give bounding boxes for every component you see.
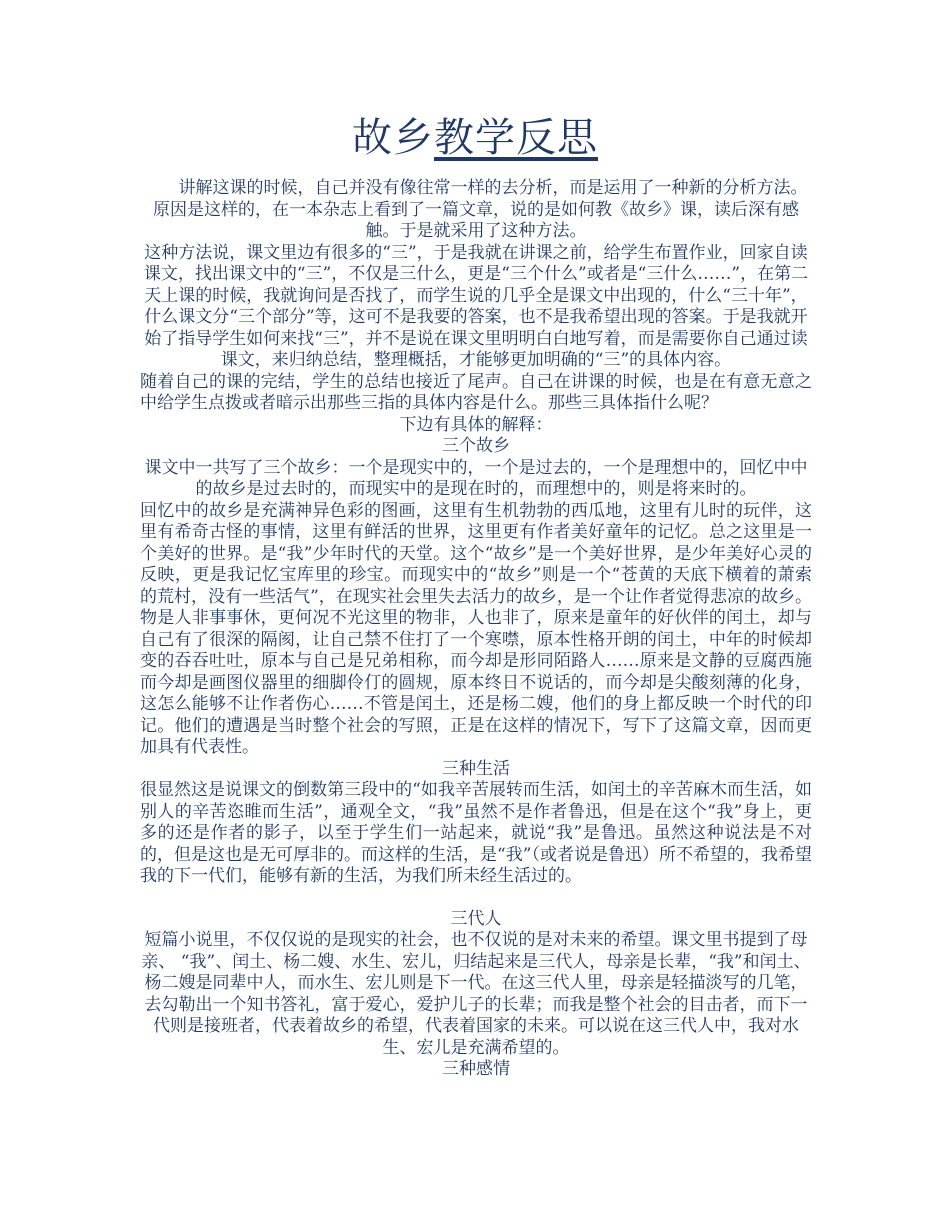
section-paragraph: 课文中一共写了三个故乡：一个是现实中的，一个是过去的，一个是理想中的，回忆中中的故乡是过去时的，而现实中的是现在时的，而理想中的，则是将来时的。 <box>144 457 808 499</box>
blank-line <box>140 888 812 909</box>
document-title <box>0 112 950 164</box>
intro-paragraph: 讲解这课的时候，自己并没有像往常一样的去分析，而是运用了一种新的分析方法。 <box>178 178 808 198</box>
section-heading: 三种生活 <box>442 758 510 779</box>
method-paragraph: 这种方法说，课文里边有很多的“三”，于是我就在讲课之前，给学生布置作业，回家自读课文，找出课文中的“三”，不仅是三什么，更是“三个什么”或者是“三什么……”，在第二天上课的时候，我就询问是否找了，而学生说的几乎全是课文中出现的，什么“三十年”，什么课文分“三个部分”等，这可不是我要的答案，也不是我希望出现的答案。于是我就开始了指导学生如何来找“三”，并不是说在课文里明明白白地写着，而是需要你自己通过读课文，来归纳总结，整理概括，才能够更加明确的“三”的具体内容。 <box>143 242 809 370</box>
section-paragraph: 短篇小说里，不仅仅说的是现实的社会，也不仅说的是对未来的希望。课文里书提到了母亲、 “我”、闰土、杨二嫂、水生、宏儿，归结起来是三代人，母亲是长辈，“我”和闰土、杨二嫂是同辈中人，而水生、宏儿则是下一代。在这三代人里，母亲是轻描淡写的几笔，去勾勒出一个知书答礼，富于爱心，爱护儿子的长辈；而我是整个社会的目击者，而下一代则是接班者，代表着故乡的希望，代表着国家的未来。可以说在这三代人中，我对水生、宏儿是充满希望的。 <box>141 930 811 1058</box>
reason-paragraph: 原因是这样的，在一本杂志上看到了一篇文章，说的是如何教《故乡》课，读后深有感触。于是就采用了这种方法。 <box>153 199 799 241</box>
title-underlined: 教学反思 <box>434 115 598 161</box>
title-plain: 故乡 <box>352 115 434 161</box>
section-heading: 三种感情 <box>442 1059 510 1079</box>
section-heading: 三代人 <box>450 908 502 929</box>
explain-line: 下边有具体的解释： <box>399 414 553 435</box>
progress-paragraph: 随着自己的课的完结，学生的总结也接近了尾声。自己在讲课的时候，也是在有意无意之中给学生点拨或者暗示出那些三指的具体内容是什么。那些三具体指什么呢？ <box>140 371 812 413</box>
document-body <box>140 178 812 1081</box>
section-heading: 三个故乡 <box>442 436 510 456</box>
section-paragraph: 很显然这是说课文的倒数第三段中的“如我辛苦展转而生活，如闰土的辛苦麻木而生活，如别人的辛苦恣睢而生活”，通观全文，“我”虽然不是作者鲁迅，但是在这个“我”身上，更多的还是作者的影子，以至于学生们一站起来，就说“我”是鲁迅。虽然这种说法是不对的，但是这也是无可厚非的。而这样的生活，是“我”（或者说是鲁迅）所不希望的，我希望我的下一代们，能够有新的生活，为我们所未经生活过的。 <box>140 780 812 886</box>
section-paragraph: 回忆中的故乡是充满神异色彩的图画，这里有生机勃勃的西瓜地，这里有儿时的玩伴，这里有希奇古怪的事情，这里有鲜活的世界，这里更有作者美好童年的记忆。总之这里是一个美好的世界。是“我”少年时代的天堂。这个“故乡”是一个美好世界，是少年美好心灵的反映，更是我记忆宝库里的珍宝。而现实中的“故乡”则是一个“苍黄的天底下横着的萧索的荒村，没有一些活气”，在现实社会里失去活力的故乡，是一个让作者觉得悲凉的故乡。物是人非事事休，更何况不光这里的物非，人也非了，原来是童年的好伙伴的闰土，却与自己有了很深的隔阂，让自己禁不住打了一个寒噤，原本性格开朗的闰土，中年的时候却变的吞吞吐吐，原本与自己是兄弟相称，而今却是形同陌路人……原来是文静的豆腐西施而今却是画图仪器里的细脚伶仃的圆规，原本终日不说话的，而今却是尖酸刻薄的化身，这怎么能够不让作者伤心……不管是闰土，还是杨二嫂，他们的身上都反映一个时代的印记。他们的遭遇是当时整个社会的写照，正是在这样的情况下，写下了这篇文章，因而更加具有代表性。 <box>140 500 812 757</box>
